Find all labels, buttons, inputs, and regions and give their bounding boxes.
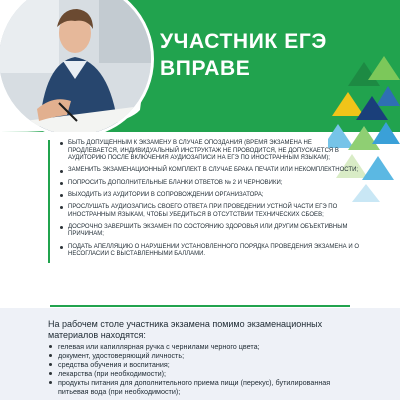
student-writing-exam-photo — [0, 0, 151, 132]
rights-item: ВЫХОДИТЬ ИЗ АУДИТОРИИ В СОПРОВОЖДЕНИИ ОРГАНИЗАТОРА; — [60, 192, 360, 200]
desk-item: документ, удостоверяющий личность; — [48, 351, 348, 360]
desk-item: лекарства (при необходимости); — [48, 369, 348, 378]
rights-item: ЗАМЕНИТЬ ЭКЗАМЕНАЦИОННЫЙ КОМПЛЕКТ В СЛУЧАЕ БРАКА ПЕЧАТИ ИЛИ НЕКОМПЛЕКТНОСТИ; — [60, 167, 360, 175]
desk-item: продукты питания для дополнительного приема пищи (перекус), бутилированная питьевая вода (при необходимости); — [48, 378, 348, 396]
section-divider — [50, 305, 350, 307]
title-line-1: УЧАСТНИК ЕГЭ — [160, 30, 327, 53]
desk-item: гелевая или капиллярная ручка с чернилами черного цвета; — [48, 342, 348, 351]
title-line-2: ВПРАВЕ — [160, 57, 251, 80]
rights-item: ДОСРОЧНО ЗАВЕРШИТЬ ЭКЗАМЕН ПО СОСТОЯНИЮ ЗДОРОВЬЯ ИЛИ ДРУГИМ ОБЪЕКТИВНЫМ ПРИЧИНАМ; — [60, 224, 360, 239]
rights-item: БЫТЬ ДОПУЩЕННЫМ К ЭКЗАМЕНУ В СЛУЧАЕ ОПОЗДАНИЯ (ВРЕМЯ ЭКЗАМЕНА НЕ ПРОДЛЕВАЕТСЯ, ИНДИВИДУАЛЬНЫЙ ИНСТРУКТАЖ НЕ ПРОВОДИТСЯ, НЕ ДОПУСКАЕТСЯ В АУДИТОРИЮ ПОСЛЕ ВКЛЮЧЕНИЯ АУДИОЗАПИСИ НА ЕГЭ ПО ИНОСТРАННЫМ ЯЗЫКАМ); — [60, 140, 360, 163]
rights-item: ПОДАТЬ АПЕЛЛЯЦИЮ О НАРУШЕНИИ УСТАНОВЛЕННОГО ПОРЯДКА ПРОВЕДЕНИЯ ЭКЗАМЕНА И О НЕСОГЛАСИИ С ВЫСТАВЛЕННЫМИ БАЛЛАМИ. — [60, 244, 360, 259]
rights-item: ПРОСЛУШАТЬ АУДИОЗАПИСЬ СВОЕГО ОТВЕТА ПРИ ПРОВЕДЕНИИ УСТНОЙ ЧАСТИ ЕГЭ ПО ИНОСТРАННЫМ ЯЗЫКАМ, ЧТОБЫ УБЕДИТЬСЯ В ОТСУТСТВИИ ТЕХНИЧЕСКИХ СБОЕВ; — [60, 204, 360, 219]
rights-section — [48, 140, 360, 263]
desk-intro: На рабочем столе участника экзамена помимо экзаменационных материалов находятся: — [48, 319, 323, 340]
rights-list — [60, 140, 360, 259]
rights-item: ПОПРОСИТЬ ДОПОЛНИТЕЛЬНЫЕ БЛАНКИ ОТВЕТОВ № 2 И ЧЕРНОВИКИ; — [60, 180, 360, 188]
desk-items-list — [48, 342, 348, 396]
student-photo — [0, 0, 154, 132]
desk-item: средства обучения и воспитания; — [48, 360, 348, 369]
